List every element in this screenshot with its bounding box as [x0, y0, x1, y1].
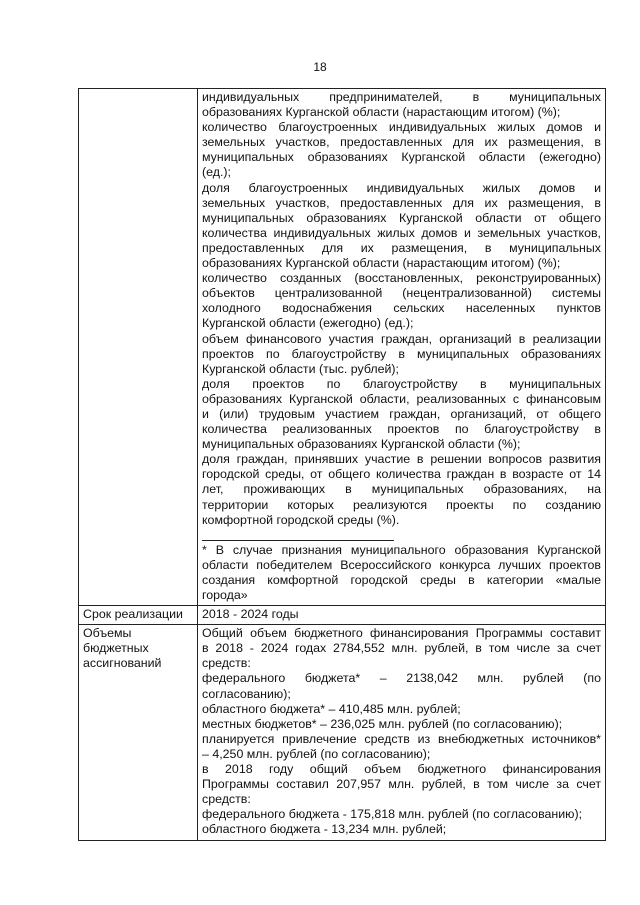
indicators-line: Курганской области (ежегодно) (ед.);	[202, 316, 414, 331]
indicators-line: количество благоустроенных индивидуальных жилых домов и	[202, 120, 601, 135]
footnote-line: создания комфортной городской среды в категории «малые	[202, 572, 601, 587]
table-row-budget	[79, 625, 606, 840]
footnote-line: * В случае признания муниципального образования Курганской	[202, 542, 601, 557]
budget-cell	[198, 625, 606, 840]
table-row-indicators	[79, 89, 606, 606]
indicators-line: территории которых реализуются проекты по созданию	[202, 497, 601, 512]
budget-line: – 4,250 млн. рублей (по согласованию);	[202, 746, 431, 761]
indicators-line: образованиях Курганской области (нарастающим итогом) (%);	[202, 105, 561, 120]
budget-line: федерального бюджета* – 2138,042 млн. рублей (по	[202, 671, 601, 686]
period-value: 2018 - 2024 годы	[198, 606, 606, 625]
indicators-line: и (или) трудовым участием граждан, организаций, от общего	[202, 406, 601, 421]
budget-label-line: Объемы	[83, 626, 132, 641]
footnote-divider	[202, 540, 394, 541]
budget-line: средств:	[202, 656, 251, 671]
page-number: 18	[313, 60, 327, 74]
budget-text	[202, 626, 601, 837]
indicators-line: земельных участков, предоставленных для их размещения, в	[202, 195, 601, 210]
indicators-line: образованиях Курганской области (нарастающим итогом) (%);	[202, 256, 561, 271]
indicators-line: количество созданных (восстановленных, реконструированных)	[202, 271, 601, 286]
footnote-text	[202, 543, 601, 603]
indicators-cell	[198, 89, 606, 606]
indicators-line: проектов по благоустройству в муниципальных образованиях	[202, 346, 601, 361]
indicators-line: объектов централизованной (нецентрализованной) системы	[202, 286, 601, 301]
budget-line: планируется привлечение средств из внебюджетных источников*	[202, 731, 601, 746]
indicators-line: холодного водоснабжения сельских населенных пунктов	[202, 301, 601, 316]
budget-line: областного бюджета* – 410,485 млн. рублей;	[202, 701, 461, 716]
indicators-line: объем финансового участия граждан, организаций в реализации	[202, 331, 601, 346]
indicators-line: индивидуальных предпринимателей, в муниципальных	[202, 90, 601, 104]
indicators-line: количества индивидуальных жилых домов и земельных участков,	[202, 225, 601, 240]
indicators-line: образованиях Курганской области, реализованных с финансовым	[202, 391, 601, 406]
budget-line: федерального бюджета - 175,818 млн. рублей (по согласованию);	[202, 807, 583, 822]
indicators-line: муниципальных образованиях Курганской области от общего	[202, 210, 601, 225]
indicators-line: муниципальных образованиях Курганской области (ежегодно)	[202, 150, 601, 165]
indicators-text	[202, 90, 601, 528]
table-row-period	[79, 606, 606, 625]
budget-line: Программы составил 207,957 млн. рублей, в том числе за счет	[202, 777, 601, 792]
indicators-line: муниципальных образованиях Курганской области (%);	[202, 437, 521, 452]
footnote-line: города»	[202, 588, 248, 602]
indicators-line: лет, проживающих в муниципальных образованиях, на	[202, 482, 601, 497]
period-label: Срок реализации	[79, 606, 198, 625]
indicators-line: комфортной городской среды (%).	[202, 512, 400, 527]
passport-table	[78, 88, 606, 841]
budget-label-cell	[79, 625, 198, 840]
budget-line: в 2018 - 2024 годах 2784,552 млн. рублей, в том числе за счет	[202, 641, 601, 656]
budget-line: в 2018 году общий объем бюджетного финансирования	[202, 762, 601, 777]
indicators-label-cell	[79, 89, 198, 606]
indicators-line: (ед.);	[202, 165, 231, 180]
indicators-line: городской среды, от общего количества граждан в возрасте от 14	[202, 467, 601, 482]
indicators-line: Курганской области (тыс. рублей);	[202, 361, 399, 376]
indicators-line: предоставленных для их размещения, в муниципальных	[202, 240, 601, 255]
budget-line: местных бюджетов* – 236,025 млн. рублей (по согласованию);	[202, 716, 563, 731]
budget-label	[83, 626, 193, 671]
footnote-line: области победителем Всероссийского конкурса лучших проектов	[202, 557, 601, 572]
budget-label-line: бюджетных	[83, 641, 149, 656]
budget-line: Общий объем бюджетного финансирования Программы составит	[202, 626, 601, 641]
budget-line: областного бюджета - 13,234 млн. рублей;	[202, 822, 447, 837]
budget-line: средств:	[202, 792, 251, 807]
indicators-line: доля проектов по благоустройству в муниципальных	[202, 376, 601, 391]
indicators-line: доля благоустроенных индивидуальных жилых домов и	[202, 180, 601, 195]
budget-line: согласованию);	[202, 686, 291, 701]
indicators-line: земельных участков, предоставленных для их размещения, в	[202, 135, 601, 150]
indicators-line: доля граждан, принявших участие в решении вопросов развития	[202, 452, 601, 467]
indicators-line: количества реализованных проектов по благоустройству в	[202, 422, 601, 437]
budget-label-line: ассигнований	[83, 656, 162, 671]
